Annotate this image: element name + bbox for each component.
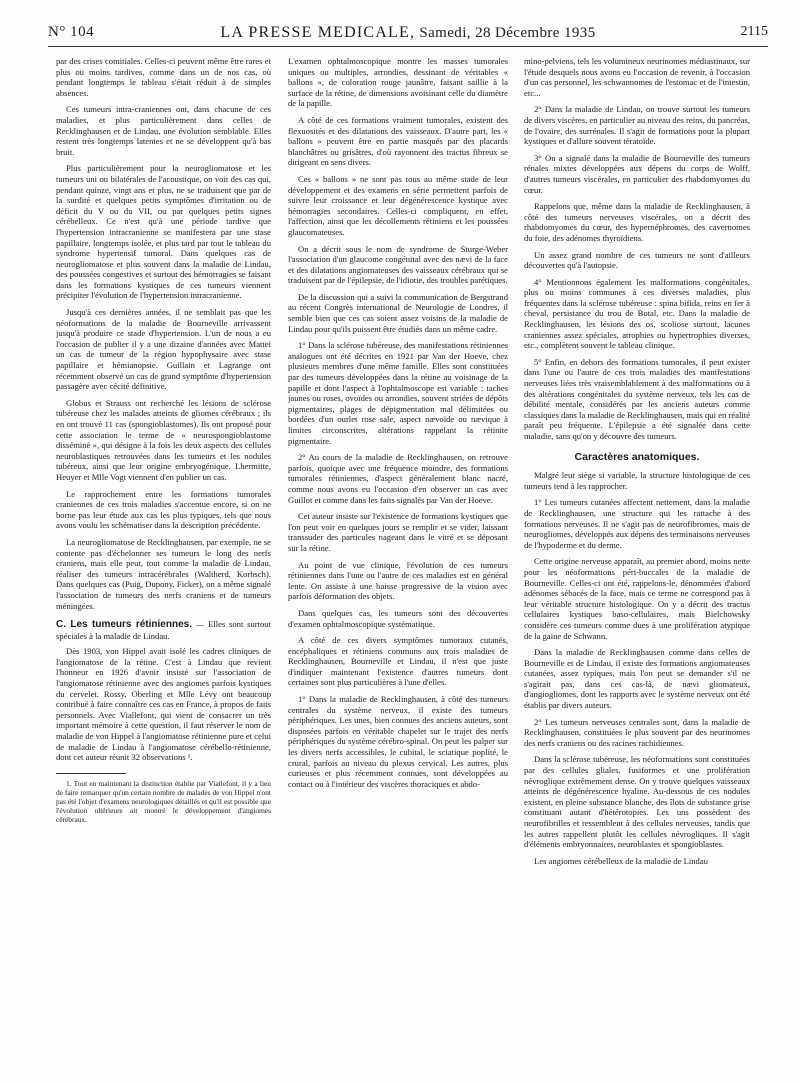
column-1 [56,56,271,1056]
paragraph: Au point de vue clinique, l'évolution de ces tumeurs rétiniennes dans l'une ou l'autre de ces maladies est en général lente. On assiste à une baisse progressive de la vision avec parfois déformation des objets. [288,559,508,602]
page-number: 2115 [740,24,768,39]
paragraph: Cet auteur insiste sur l'existence de formations kystiques que l'on peut voir en quelques jours se remplir et se vider, laissant transsuder des particules nageant dans le vitré et se déposant sur la rétine. [288,511,508,553]
paragraph: 1° Dans la maladie de Recklinghausen, à côté des tumeurs centrales du système nerveux, il existe des tumeurs périphériques. Les unes, bien connues des anciens auteurs, sont disposées parfois en véritable chapelet sur le trajet des nerfs périphériques du système cérébro-spinal. On peut les palper sur les divers nerfs accessibles, le cubital, le sciatique poplité, le crural, parfois au niveau du plexus cervical. Les autres, plus curieuses et plus récemment connues, sont développées au contact ou à l'intérieur des viscères thoraciques et abdo- [288,694,508,789]
paragraph: 3° On a signalé dans la maladie de Bourneville des tumeurs rénales mixtes développées aux dépens du corps de Wolff, d'autres tumeurs viscérales, en particulier des rhabdomyomes du cœur. [524,152,750,195]
paragraph: Plus particulièrement pour la neurogliomatose et les tumeurs uni ou bilatérales de l'acoustique, on voit des cas qui, pendant quinze, vingt ans et plus, ne se traduisent que par de la surdité et quelques petits symptômes d'irritation ou de déficit du V ou du VII, ou par quelques petits signes cérébelleux. Ce n'est qu'à une période tardive que l'hypertension intracranienne se manifestera par une stase papillaire, longtemps isolée, et plus tard par tout le tableau du syndrome hypertensif tumoral. Dans quelques cas de neurogliomatose et plus souvent dans la maladie de Lindau, des poussées congestives et surtout des hémorragies se faisant dans les formations kystiques de ces tumeurs viennent précipiter l'évolution de l'hypertension intracranienne. [56,163,271,301]
section-heading [56,619,271,642]
paragraph: Ces tumeurs intra-craniennes ont, dans chacune de ces maladies, et plus particulièrement dans celles de Recklinghausen et de Lindau, une évolution semblable. Elles restent très longtemps latentes et ne se développent qu'à bas bruit. [56,104,271,157]
paragraph: Les angiomes cérébelleux de la maladie de Lindau [534,855,708,866]
paragraph: 1° Dans la sclérose tubéreuse, des manifestations rétiniennes analogues ont été décrites en 1921 par Van der Hoeve, chez plusieurs membres d'une même famille. Elles sont constituées par des tumeurs développées dans la rétine au voisinage de la papille et dont l'aspect à l'ophtalmoscope est variable : taches jaunes ou roses, ovoïdes ou arrondies, souvent striées de dépôts pigmentaires, plages de dépigmentation mal délimitées ou bordées d'un ourlet rose sale, aspect nævoïde ou nævique à limites circonscrites, altérations rappelant la rétinite pigmentaire. [288,340,508,446]
issue-number: N° 104 [48,24,95,40]
running-header [48,24,768,47]
paragraph: Globus et Strauss ont recherché les lésions de sclérose tubéreuse chez les malades atteints de gliomes cérébraux ; ils en ont trouvé 11 cas (spongioblastomes). Ils ont proposé pour cette association le terme de « neurospongioblastome disséminé », qui désigne à la fois les deux aspects des cellules neuroblastiques retrouvées dans les tumeurs et les nodules tubéreux, ainsi que leur origine embryogénique. Lhermitte, Heuyer et Mlle Vogt viennent d'en publier un cas. [56,397,271,482]
column-2 [288,56,508,1056]
paragraph: 2° Dans la maladie de Lindau, on trouve surtout les tumeurs de divers viscères, en particulier au niveau des reins, du pancréas, de l'ovaire, des surrénales. Il s'agit de formations pour la plupart kystiques et d'allure souvent tératoïde. [524,104,750,147]
paragraph: 4° Mentionnons également les malformations congénitales, plus ou moins communes à ces diverses maladies, plus fréquentes dans la sclérose tubéreuse : spina bifida, reins en fer à cheval, persistance du trou de Botal, etc. Dans la maladie de Recklinghausen, les lésions des os, scoliose surtout, lacunes craniennes assez spéciales, atrophies ou hypertrophies diverses, etc., complètent souvent le tableau clinique. [524,276,750,351]
section-label: C. Les tumeurs rétiniennes. [56,619,192,631]
paragraph: De la discussion qui a suivi la communication de Bergstrand au récent Congrès international de Neurologie de Londres, il semble bien que ces cas soient assez voisins de la maladie de Lindau pour qu'ils puissent être étudiés dans un même cadre. [288,291,508,334]
paragraph: Cette origine nerveuse apparaît, au premier abord, moins nette pour les néoformations péri-buccales de la maladie de Bourneville. Celles-ci ont été, rappelons-le, dénommées d'abord adénomes sébacés de la face, mais ce terme ne correspond pas à leur véritable structure histologique. On y a décrit des tractus cellulaires kystiques baso-cellulaires, mais Bielchowsky considère ces tumeurs comme dues à une prolifération atypique de la gaine de Schwann. [524,556,750,641]
journal-title: LA PRESSE MEDICALE, [220,24,416,41]
paragraph: mino-pelviens, tels les volumineux neurinomes médiastinaux, sur l'étude desquels nous avons eu l'occasion de revenir, à l'occasion d'un cas personnel, les schwannomes de l'estomac et de l'intestin, etc... [524,56,750,98]
paragraph: Dans la sclérose tubéreuse, les néoformations sont constituées par des cellules gliales, fusiformes et une prolifération névroglique extrêmement dense. On y trouve quelques vaisseaux atteints de dégénérescence hyaline. Au-dessous de ces nodules existent, en pleine substance blanche, des îlots de substance grise constituant autant d'hétérotopies. Les uns possèdent des neurofibrilles et ressemblent à des cellules nerveuses, tandis que les autres rappellent plutôt les cellules névrogliques. Il s'agit d'éléments embryonnaires, neuroblastes et spongioblastes. [524,754,750,850]
paragraph: Malgré leur siège si variable, la structure histologique de ces tumeurs tend à les rapprocher. [524,470,750,491]
paragraph: Dans la maladie de Recklinghausen comme dans celles de Bourneville et de Lindau, il existe des formations angiomateuses cutanées, assez typiques, mais l'on peut se demander s'il ne s'agirait pas, dans ces cas-là, de nævi gliomateux, d'angiogliomes, dont les rapports avec le système nerveux ont été établis par divers auteurs. [524,647,750,711]
paragraph: 2° Les tumeurs nerveuses centrales sont, dans la maladie de Recklinghausen, constituées le plus souvent par des neurinomes des nerfs craniens ou des racines rachidiennes. [524,716,750,748]
footnote: 1. Tout en maintenant la distinction établie par Viallefont, il y a lieu de faire remarquer qu'un certain nombre de malades de von Hippel n'ont pas été l'objet d'examens neurologiques détaillés et qu'il est possible que l'évolution ultérieure ait montré le développement d'angiomes cérébraux. [56,778,271,824]
paragraph: par des crises comitiales. Celles-ci peuvent même être rares et plus ou moins tardives, comme dans un de nos cas, où pendant longtemps le tableau s'était réduit à de simples absences. [56,56,271,98]
section-subtitle: — Elles sont surtout spéciales à la maladie de Lindau. [56,619,271,641]
paragraph: Dans quelques cas, les tumeurs sont des découvertes d'examen ophtalmoscopique systématique. [288,607,508,629]
footnote-divider [56,773,126,774]
paragraph: 2° Au cours de la maladie de Recklinghausen, on retrouve parfois, quoique avec une fréquence moindre, des formations tumorales rétiniennes, d'aspect généralement blanc nacré, comme nous avons eu l'occasion d'en observer un cas avec Guillot et comme dans les faits signalés par Van der Hoeve. [288,452,508,505]
paragraph: A côté de ces divers symptômes tumoraux cutanés, encéphaliques et rétiniens communs aux trois maladies de Recklinghausen, Bourneville et Lindau, il n'est que juste d'indiquer maintenant l'existence d'autres tumeurs dont certaines sont plus particulières à l'une d'elles. [288,635,508,688]
issue-date: Samedi, 28 Décembre 1935 [419,25,596,41]
paragraph: Le rapprochement entre les formations tumorales craniennes de ces trois maladies s'accentue encore, si on ne borne pas leur étude aux cas les plus typiques, tels que nous avons voulu les schématiser dans la description précédente. [56,488,271,531]
paragraph: Dès 1903, von Hippel avait isolé les cadres cliniques de l'angiomatose de la rétine. C'est à Lindau que revient l'honneur en 1926 d'avoir insisté sur l'association de l'angiomatose rétinienne avec des angiomes parfois kystiques du cervelet. Rossy, Oberling et Mlle Lévy ont beaucoup contribué à faire connaître ces cas en France, à propos de faits personnels. Avec Viallefont, qui vient de consacrer un très important mémoire à cette question, il faut réserver le nom de maladie de von Hippel à l'angiomatose rétinienne pure et celui de maladie de Lindau à l'angiomatose cérébello-rétinienne, dont cet auteur réunit 32 observations ¹. [56,646,271,763]
paragraph: Ces « ballons » ne sont pas tous au même stade de leur développement et des examens en série permettent parfois de suivre leur croissance et leur dégénérescence kystique avec hémorragies secondaires. Celles-ci compliquent, en effet, l'affection, ainsi que les décollements rétiniens et les poussées glaucomateuses. [288,173,508,237]
column-3 [524,56,750,1056]
paragraph: Un assez grand nombre de ces tumeurs ne sont d'ailleurs découvertes qu'à l'autopsie. [524,249,750,271]
paragraph: 1° Les tumeurs cutanées affectent nettement, dans la maladie de Recklinghausen, une structure qui les rattache à des formations nerveuses. Il ne s'agit pas de neurofibromes, mais de neurogliomes, développés aux dépens des terminaisons nerveuses de l'hypoderme et du derme. [524,497,750,550]
header-center [48,24,768,42]
paragraph: On a décrit sous le nom de syndrome de Sturge-Weber l'association d'un glaucome congénital avec des nævi de la face et des dilatations angiomateuses des vaisseaux cérébraux qui se traduisent par de l'épilepsie, de l'idiotie, des troubles parétiques. [288,243,508,286]
paragraph: Jusqu'à ces dernières années, il ne semblait pas que les néoformations de la maladie de Bourneville arrivassent jusqu'à produire ce stade d'hypertension. L'un de nous a eu l'occasion de publier il y a une dizaine d'années avec Mattei un cas de tumeur de la région hypophysaire avec stase papillaire et hémianopsie. Guillain et Lagrange ont récemment observé un cas de grand symptôme d'hypertension passagère avec cécité définitive. [56,307,271,392]
paragraph: A côté de ces formations vraiment tumorales, existent des flexuosités et des dilatations des vaisseaux. D'autre part, les « ballons » peuvent être en partie masqués par des placards blanchâtres ou grisâtres, d'où rayonnent des tractus fibreux se dirigeant en sens divers. [288,114,508,168]
paragraph: 5° Enfin, en dehors des formations tumorales, il peut exister dans l'une ou l'autre de ces trois maladies des manifestations nerveuses liées très vraisemblablement à des malformations ou à des altérations congénitales du système nerveux, tels les cas de débilité mentale, considérés par les anciens auteurs comme classiques dans la maladie de Recklinghausen, mais qui en réalité paraît peu fréquente. L'épilepsie a été signalée dans cette maladie, sans qu'on y découvre des tumeurs. [524,356,750,441]
paragraph: L'examen ophtalmoscopique montre les masses tumorales uniques ou multiples, arrondies, dessinant de véritables « ballons », de coloration rouge jaunâtre, faisant saillie à la surface de la rétine, de dimensions avoisinant celle du diamètre de la papille. [288,56,508,109]
paragraph: Rappelons que, même dans la maladie de Recklinghausen, à côté des tumeurs nerveuses viscérales, on a décrit des rhabdomyomes du cœur, des hypernéphromes, des cavernomes du foie, des adénomes thyroïdiens. [524,201,750,243]
paragraph: La neurogliomatose de Recklinghausen, par exemple, ne se contente pas d'échelonner ses tumeurs le long des nerfs craniens, mais elle peut, tout comme la maladie de Lindau, réaliser des tumeurs intracérébrales (Waltherd, Korbsch). Dans quelques cas (Puig, Dupony, Ficker), on a même signalé l'association de tumeurs des nerfs craniens et de tumeurs méningées. [56,536,271,611]
section-heading: Caractères anatomiques. [574,450,700,463]
